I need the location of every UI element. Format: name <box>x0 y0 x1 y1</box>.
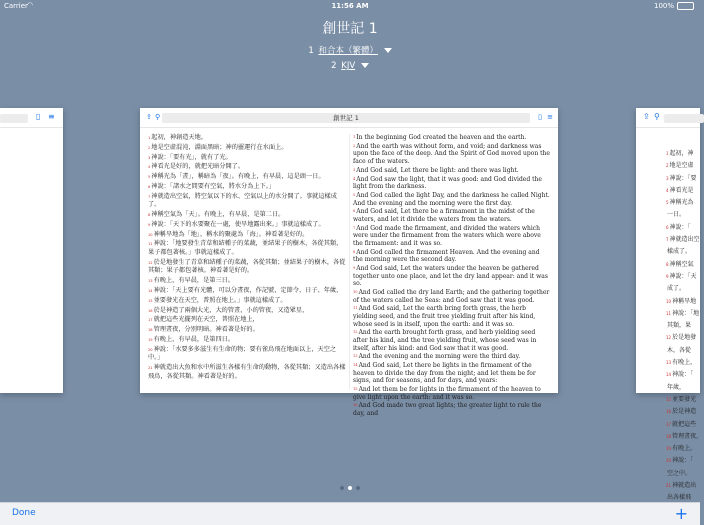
verse-text: 神稱光為「晝」，稱暗為「夜」。有晚上，有早晨，這是頭一日。 <box>151 173 325 181</box>
verse[interactable] <box>353 402 551 417</box>
verse-text: 木，各從 <box>667 346 692 354</box>
verse-number: 16 <box>666 409 672 415</box>
verse-number: 12 <box>148 260 153 265</box>
verse[interactable] <box>148 183 346 192</box>
verse-line <box>666 173 700 185</box>
verse-text: 神稱旱地 <box>672 297 697 305</box>
verse[interactable] <box>353 249 551 264</box>
verse-text: 神就造出空 <box>669 236 700 244</box>
verse[interactable] <box>353 386 551 401</box>
wifi-icon: ◠ <box>27 1 34 9</box>
verse-text: 神就造出 <box>672 482 697 490</box>
verse-text: 神稱空氣為「天」。有晚上，有早晨，是第二日。 <box>151 211 285 219</box>
verse-number: 8 <box>666 261 669 267</box>
verse-line <box>666 332 700 344</box>
verse-text: And God said, Let there be light: and there was light. <box>356 166 519 174</box>
verse-number: 19 <box>666 446 672 452</box>
verse-line <box>666 209 700 221</box>
columns-icon[interactable]: ▯ <box>36 112 41 121</box>
verse-line <box>666 394 700 406</box>
chapter-card <box>140 108 558 417</box>
verse-number: 6 <box>148 184 151 189</box>
verse[interactable] <box>353 362 551 385</box>
verse-text: 地是空虛混沌，淵面黑暗；神的靈運行在水面上。 <box>151 143 288 151</box>
verse-text: 神說：「 <box>669 223 691 231</box>
card-toolbar <box>0 108 63 128</box>
verse-text: And God called the light Day, and the darkness he called Night. And the evening and the morning were the first day. <box>353 191 550 207</box>
verse-line <box>666 259 700 271</box>
verse[interactable] <box>353 329 551 352</box>
verse-text: 神稱光為 <box>669 199 694 207</box>
verse[interactable] <box>148 277 346 286</box>
verse-number: 2 <box>353 143 356 148</box>
verse-line <box>666 455 700 467</box>
verse-number: 6 <box>353 209 356 214</box>
verse[interactable] <box>353 167 551 175</box>
done-button[interactable]: Done <box>12 508 36 518</box>
verse[interactable] <box>148 364 346 381</box>
verse[interactable] <box>148 326 346 335</box>
verse[interactable] <box>148 163 346 172</box>
verse-number: 17 <box>666 421 672 427</box>
carrier-label: Carrier <box>4 2 28 10</box>
version-number: 1 <box>308 46 314 56</box>
verse-number: 12 <box>353 330 358 335</box>
verse-number: 12 <box>666 335 672 341</box>
clock: 11:56 AM <box>331 2 369 10</box>
verse-text: And God said, Let the earth bring forth grass, the herb yielding seed, and the fruit tree yielding fruit after his kind, whose seed is in itself, upon the earth: and it was so. <box>353 305 536 328</box>
verse-number: 18 <box>148 328 153 333</box>
title-field <box>664 114 704 123</box>
english-text-column <box>353 134 551 419</box>
verse-line <box>666 443 700 455</box>
page-indicator[interactable] <box>0 486 700 490</box>
verse-text: 神稱旱地為「地」，稱水的聚處為「海」。神看著是好的。 <box>153 230 309 238</box>
verse-line <box>666 431 703 443</box>
verse-number: 11 <box>353 306 358 311</box>
verse-line <box>666 308 700 320</box>
verse-line <box>666 468 700 480</box>
verse-number: 9 <box>148 222 151 227</box>
verse-text: 空之中。 <box>667 469 692 477</box>
verse-text: 就把這些 <box>672 420 697 428</box>
verse-text: 神說：「地要發生青草和結種子的菜蔬，並結果子的樹木，各從其類，果子都包著核。」事就這樣成了。 <box>148 240 343 256</box>
verse-text: 並要發光在天空，普照在地上。」事就這樣成了。 <box>153 296 287 304</box>
title-field <box>0 114 28 123</box>
verse[interactable] <box>353 225 551 248</box>
verse-text: 神看光是 <box>669 186 694 194</box>
verse-line <box>666 185 700 197</box>
verse-line <box>666 296 700 308</box>
verse-line <box>666 197 700 209</box>
header <box>0 18 700 74</box>
add-button[interactable]: + <box>674 504 688 523</box>
verse[interactable] <box>353 208 551 223</box>
verse-text: 於是地發 <box>672 334 697 342</box>
verse-line <box>666 357 700 369</box>
verse-text: 神說：「天 <box>669 272 697 280</box>
verse[interactable] <box>353 143 551 166</box>
share-icon[interactable]: ⇪ <box>643 112 650 121</box>
page-dot[interactable] <box>348 486 352 490</box>
verse[interactable] <box>148 144 346 153</box>
verse[interactable] <box>148 154 346 163</box>
verse[interactable] <box>353 192 551 207</box>
verse-number: 10 <box>353 289 358 294</box>
verse[interactable] <box>148 346 346 363</box>
search-icon[interactable]: ⚲ <box>654 112 660 121</box>
verse-number: 10 <box>666 298 672 304</box>
verse[interactable] <box>148 134 346 143</box>
verse-line <box>666 283 700 295</box>
verse-text: 有晚上， <box>672 445 697 453</box>
verse-text: And God made two great lights; the greater light to rule the day, and <box>353 402 542 417</box>
verse-number: 7 <box>353 225 356 230</box>
verse-number: 3 <box>148 155 151 160</box>
verse-text: 並要發光 <box>672 395 697 403</box>
verse-number: 20 <box>148 347 153 352</box>
verse-number: 10 <box>148 232 153 237</box>
verse-number: 13 <box>148 279 153 284</box>
share-icon[interactable]: ⇪ <box>146 113 152 121</box>
version-number: 2 <box>331 61 337 71</box>
verse-text: 神說：「 <box>672 457 694 465</box>
verse-text: 神就造出空氣，將空氣以下的水、空氣以上的水分開了。事就這樣成了。 <box>148 192 337 209</box>
card-toolbar <box>636 108 700 128</box>
verse-text: 有晚上，有早晨，是第四日。 <box>153 335 235 343</box>
verse[interactable] <box>353 265 551 288</box>
verse-number: 14 <box>666 372 672 378</box>
verse-number: 7 <box>148 194 151 199</box>
verse-text: 神說：「 <box>672 371 694 379</box>
verse-line <box>666 222 700 234</box>
verse-text: And the evening and the morning were the third day. <box>358 353 521 361</box>
verse-text: And God made the firmament, and divided the waters which were under the firmament from the waters which were above the firmament: and it was so. <box>353 224 541 247</box>
verse-number: 7 <box>666 237 669 243</box>
verse-number: 16 <box>148 308 153 313</box>
verse[interactable] <box>148 307 346 316</box>
verse-text: 神說：「諸水之間要有空氣，將水分為上下。」 <box>151 182 276 190</box>
verse-text: And let them be for lights in the firmament of the heaven to give light upon the earth: and it was so. <box>353 386 541 401</box>
verse-line <box>666 345 700 357</box>
verse[interactable] <box>148 336 346 345</box>
verse-text: 出各樣飛 <box>667 494 692 502</box>
verse-text: 年歲， <box>667 383 686 391</box>
verse-text: 神稱空氣 <box>669 260 694 268</box>
verse-text: 於是神造了兩個大光，大的管晝，小的管夜，又造眾星， <box>153 306 309 314</box>
card-title: 創世記 1 <box>162 113 530 123</box>
verse-number: 11 <box>148 242 153 247</box>
verse-line <box>666 148 700 160</box>
verse-line <box>666 246 700 258</box>
menu-icon[interactable]: ≡ <box>547 113 553 121</box>
search-icon[interactable]: ⚲ <box>155 113 161 121</box>
verse-number: 2 <box>666 163 669 169</box>
verse-number: 16 <box>353 403 358 408</box>
verse-text: 管理晝夜， <box>672 432 703 440</box>
verse-text: 地是空虛 <box>669 162 694 170</box>
verse-text: 一日。 <box>667 211 686 219</box>
verse-text: And God called the firmament Heaven. And the evening and the morning were the second day. <box>353 248 540 264</box>
verse-number: 21 <box>148 366 153 370</box>
status-bar <box>0 0 700 12</box>
verse-text: 成了。 <box>667 285 686 293</box>
verse-number: 13 <box>353 354 358 359</box>
verse-text: 就把這些光擺列在天空，普照在地上， <box>153 316 259 324</box>
verse-number: 9 <box>353 266 356 270</box>
verse-line <box>666 271 700 283</box>
verse-text: 起初，神 <box>669 150 694 157</box>
verse-number: 4 <box>353 176 356 181</box>
chevron-down-icon[interactable] <box>384 48 392 53</box>
verse-line <box>666 382 700 394</box>
columns-icon[interactable]: ▯ <box>538 113 542 121</box>
verse-number: 14 <box>353 363 358 368</box>
verse[interactable] <box>148 287 346 296</box>
verse-number: 8 <box>353 249 356 254</box>
verse-number: 15 <box>666 396 672 402</box>
verse-number: 6 <box>666 224 669 230</box>
verse-text: 於是地發生了青草和結種子的菜蔬，各從其類；並結果子的樹木，各從其類；果子都包著核。神看著是好的。 <box>148 258 346 275</box>
verse-text: 有晚上，有早晨，是第三日。 <box>153 277 235 285</box>
verse-number: 18 <box>666 433 672 439</box>
verse-text: And God called the dry land Earth; and the gathering together of the waters called he Seas: and God saw that it was good. <box>353 288 550 304</box>
verse-text: And God said, Let there be a firmament in the midst of the waters, and let it divide the waters from the waters. <box>353 208 535 223</box>
verse[interactable] <box>353 305 551 328</box>
verse-number: 20 <box>666 458 672 464</box>
verse-number: 11 <box>666 310 672 316</box>
verse-number: 15 <box>353 387 358 392</box>
verse-text: 神說：「天上要有光體，可以分晝夜，作記號，定節令、日子、年歲， <box>153 286 343 294</box>
page-dot[interactable] <box>340 486 344 490</box>
page-title: 創世記 1 <box>322 21 378 37</box>
verse-line <box>666 234 700 246</box>
verse-line <box>666 320 700 332</box>
verse[interactable] <box>148 173 346 182</box>
verse-text: 神就造出大魚和水中所滋生各樣有生命的動物，各從其類；又造出各樣飛鳥，各從其類。神看著是好的。 <box>148 364 346 380</box>
verse-number: 1 <box>666 151 669 156</box>
verse-text: 神說：「水要多多滋生有生命的物；要有雀鳥飛在地面以上，天空之中。」 <box>148 345 337 362</box>
verse[interactable] <box>148 211 346 220</box>
verse-number: 3 <box>666 175 669 181</box>
verse-text: 樣成了。 <box>667 248 692 256</box>
verse-text: 其類，果 <box>667 322 692 330</box>
column-divider <box>349 134 350 389</box>
verse-number: 9 <box>666 273 669 279</box>
verse-number: 14 <box>148 288 153 293</box>
chevron-down-icon[interactable] <box>361 63 369 68</box>
verse-number: 4 <box>666 187 669 193</box>
verse-number: 17 <box>148 318 153 323</box>
verse-number: 19 <box>148 337 153 342</box>
verse-line <box>666 406 700 418</box>
verse-text: 管理晝夜，分別明暗。神看著是好的。 <box>153 326 259 334</box>
verse[interactable] <box>148 259 346 276</box>
verse-text: 神說：「天下的水要聚在一處，使旱地露出來。」事就這樣成了。 <box>151 220 325 228</box>
verse-text: 於是神造 <box>672 408 697 416</box>
verse[interactable] <box>148 231 346 240</box>
battery-percent: 100% <box>653 2 674 10</box>
version-name[interactable]: 和合本（繁體） <box>318 46 378 56</box>
verse[interactable] <box>353 176 551 191</box>
version-selector-2[interactable] <box>0 59 700 74</box>
verse-number: 5 <box>148 175 151 180</box>
verse[interactable] <box>148 240 346 257</box>
verse-text: And God said, Let the waters under the heaven be gathered together unto one place, and let the dry land appear: and it was so. <box>353 265 548 288</box>
verse-line <box>666 419 700 431</box>
verse-text: In the beginning God created the heaven and the earth. <box>356 134 527 141</box>
version-name[interactable]: KJV <box>341 61 356 71</box>
battery-icon <box>677 2 694 10</box>
verse-line <box>666 160 700 172</box>
verse-text: And the earth brought forth grass, and herb yielding seed after his kind, and the tree yielding fruit, whose seed was in itself, after his kind: and God saw that it was good. <box>353 329 537 352</box>
verse-number: 4 <box>148 165 151 170</box>
verse[interactable] <box>353 289 551 304</box>
verse[interactable] <box>148 316 346 325</box>
chinese-text-column <box>148 134 346 382</box>
verse-text: 神看光是好的，就把光暗分開了。 <box>151 163 245 171</box>
verse-text: 神說：「要有光」，就有了光。 <box>151 153 232 161</box>
verse-number: 1 <box>148 136 151 140</box>
next-chapter-card[interactable] <box>636 108 703 502</box>
verse-number: 2 <box>148 145 151 150</box>
next-chapter-text <box>636 128 703 505</box>
verse-text: 神說：「地 <box>672 309 700 317</box>
verse-number: 1 <box>353 135 356 139</box>
menu-icon[interactable]: ≡ <box>48 112 55 121</box>
verse-text: And God said, Let there be lights in the firmament of the heaven to divide the day from the night; and let them be for signs, and for seasons, and for days, and years: <box>353 362 536 385</box>
verse[interactable] <box>148 221 346 230</box>
verse-text: And the earth was without form, and void; and darkness was upon the face of the deep. And the Spirit of God moved upon the face of the waters. <box>353 142 550 165</box>
verse[interactable] <box>148 297 346 306</box>
verse-number: 15 <box>148 298 153 303</box>
verse-text: 神說：「要 <box>669 174 697 182</box>
verse-line <box>666 369 700 381</box>
version-selector-1[interactable] <box>0 44 700 59</box>
verse-number: 3 <box>353 167 356 172</box>
verse-text: 有晚上， <box>672 359 697 367</box>
page-dot[interactable] <box>356 486 360 490</box>
verse-number: 5 <box>666 200 669 206</box>
previous-chapter-card[interactable] <box>0 108 63 393</box>
verse[interactable] <box>353 353 551 361</box>
card-toolbar <box>140 108 558 128</box>
verse-number: 8 <box>148 213 151 218</box>
verse[interactable] <box>353 134 551 142</box>
verse-text: 起初，神創造天地。 <box>151 134 207 141</box>
verse[interactable] <box>148 193 346 210</box>
verse-number: 13 <box>666 360 672 366</box>
verse-number: 5 <box>353 192 356 197</box>
bottom-toolbar <box>0 502 700 525</box>
verse-text: And God saw the light, that it was good: and God divided the light from the darkness. <box>353 175 542 191</box>
verse-number: 21 <box>666 483 672 489</box>
